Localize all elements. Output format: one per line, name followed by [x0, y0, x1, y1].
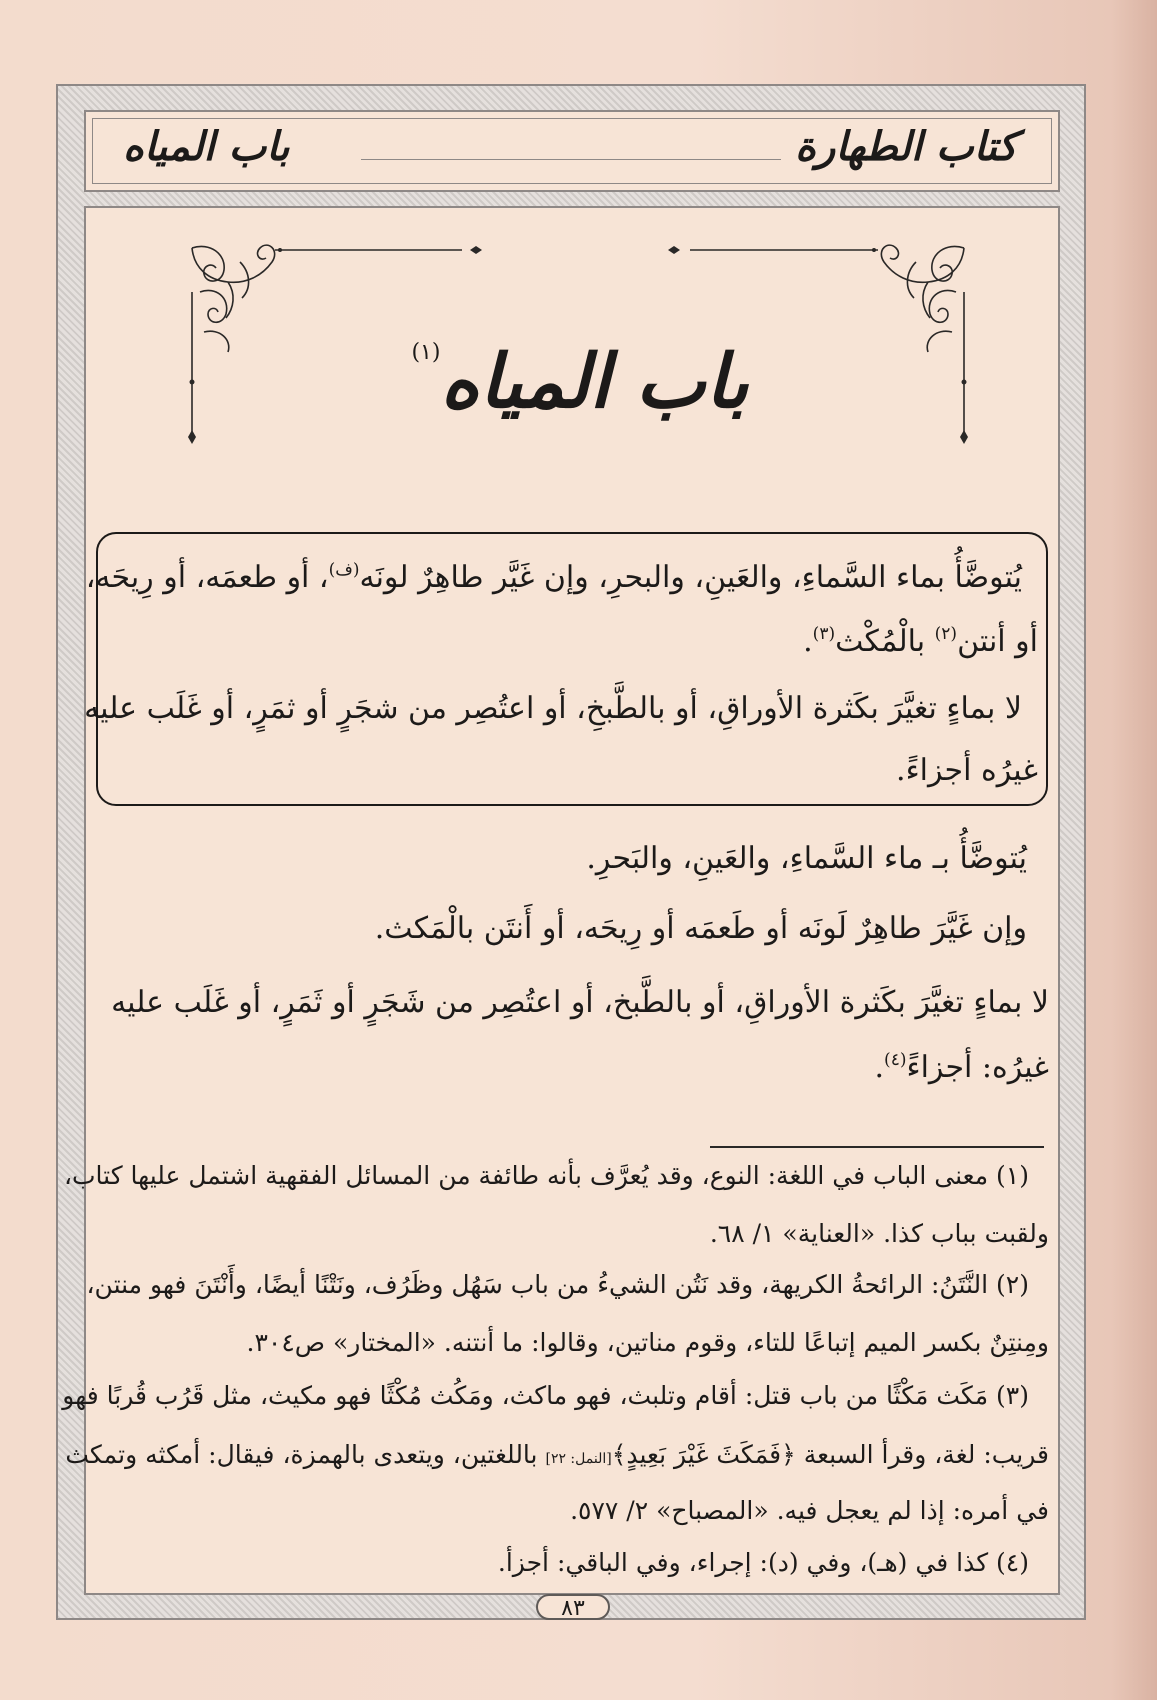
sharh-line-4-start: غيرُه: أجزاءً	[906, 1050, 1049, 1085]
footnote-3-line-2-end: باللغتين، ويتعدى بالهمزة، فيقال: أمكثه وتمكث	[65, 1440, 546, 1469]
footnote-1-line-1: (١) معنى الباب في اللغة: النوع، وقد يُعرَّف بأنه طائفة من المسائل الفقهية اشتمل عليها كتاب،	[63, 1161, 1029, 1190]
sharh-line-4	[875, 1052, 1050, 1083]
matn-line-2-start: أو أنتن	[957, 624, 1038, 659]
footnote-3-line-3: في أمره: إذا لم يعجل فيه. «المصباح» ٢/ ٥٧٧.	[570, 1496, 1049, 1525]
matn-line-2-mid: بالْمُكْث	[835, 624, 935, 659]
sharh-line-3: لا بماءٍ تغيَّرَ بكَثرة الأوراقِ، أو بالطَّبخ، أو اعتُصِر من شَجَرٍ أو ثَمَرٍ، أو غَلَب عليه	[111, 985, 1049, 1020]
matn-line-2-ref-2: (٣)	[812, 624, 836, 644]
footnote-1-line-2: ولقبت بباب كذا. «العناية» ١/ ٦٨.	[709, 1219, 1049, 1248]
matn-line-2-end: .	[803, 624, 813, 659]
footnote-2-line-1: (٢) النَّتَنُ: الرائحةُ الكريهة، وقد نَتُن الشيءُ من باب سَهُل وظَرُف، ونَتْنًا أيضًا، وأَنْتَنَ فهو منتن،	[86, 1270, 1029, 1299]
matn-line-3: لا بماءٍ تغيَّرَ بكَثرة الأوراقِ، أو بالطَّبخِ، أو اعتُصِر من شجَرٍ أو ثمَرٍ، أو غَلَب عليه	[84, 691, 1022, 726]
running-header	[84, 110, 1060, 192]
sharh-line-4-ref: (٤)	[884, 1050, 907, 1070]
footnote-2-line-2: ومِنتِنٌ بكسر الميم إتباعًا للتاء، وقوم مناتين، وقالوا: ما أنتنه. «المختار» ص٣٠٤.	[246, 1328, 1049, 1357]
sharh-line-4-end: .	[874, 1050, 885, 1085]
running-header-inner-frame	[92, 118, 1052, 184]
header-chapter-title: باب المياه	[123, 123, 290, 170]
matn-line-1-ref: (ف)	[328, 560, 360, 580]
sharh-line-1: يُتوضَّأُ بـ ماء السَّماءِ، والعَينِ، والبَحرِ.	[586, 841, 1027, 876]
matn-line-2-ref-1: (٢)	[934, 624, 958, 644]
footnote-3-quran-ref: [النمل: ٢٢]	[545, 1451, 612, 1467]
footnote-3-line-1: (٣) مَكَث مَكْثًا من باب قتل: أقام وتلبث، فهو ماكث، ومَكُث مُكْثًا فهو مكيث، مثل قَرُب قُربًا فهو	[62, 1381, 1029, 1410]
page-number: ٨٣	[536, 1594, 610, 1620]
header-divider-line	[361, 159, 781, 160]
header-book-title: كتاب الطهارة	[795, 123, 1017, 170]
matn-line-2	[803, 626, 1038, 657]
footnote-4-line-1: (٤) كذا في (هـ)، وفي (د): إجراء، وفي الباقي: أجزأ.	[497, 1548, 1029, 1577]
matn-line-4: غيرُه أجزاءً.	[896, 753, 1038, 788]
sharh-line-2: وإن غَيَّرَ طاهِرٌ لَونَه أو طَعمَه أو رِيحَه، أو أَنتَن بالْمَكث.	[374, 911, 1027, 946]
chapter-heading-text: باب المياه	[440, 339, 749, 425]
matn-line-1-text: يُتوضَّأُ بماء السَّماءِ، والعَينِ، والبحرِ، وإن غَيَّر طاهِرٌ لونَه	[359, 560, 1022, 595]
footnote-3-line-2-start: قريب: لغة، وقرأ السبعة ﴿فَمَكَثَ غَيْرَ بَعِيدٍ﴾	[611, 1440, 1049, 1469]
footnote-3-line-2	[65, 1442, 1049, 1467]
chapter-heading-footnote-ref: (١)	[411, 340, 441, 365]
matn-line-1	[86, 562, 1022, 593]
footnote-separator	[710, 1146, 1044, 1148]
matn-box	[84, 532, 1048, 806]
chapter-heading	[300, 339, 860, 425]
matn-line-1-end: ، أو طعمَه، أو رِيحَه،	[85, 560, 329, 595]
